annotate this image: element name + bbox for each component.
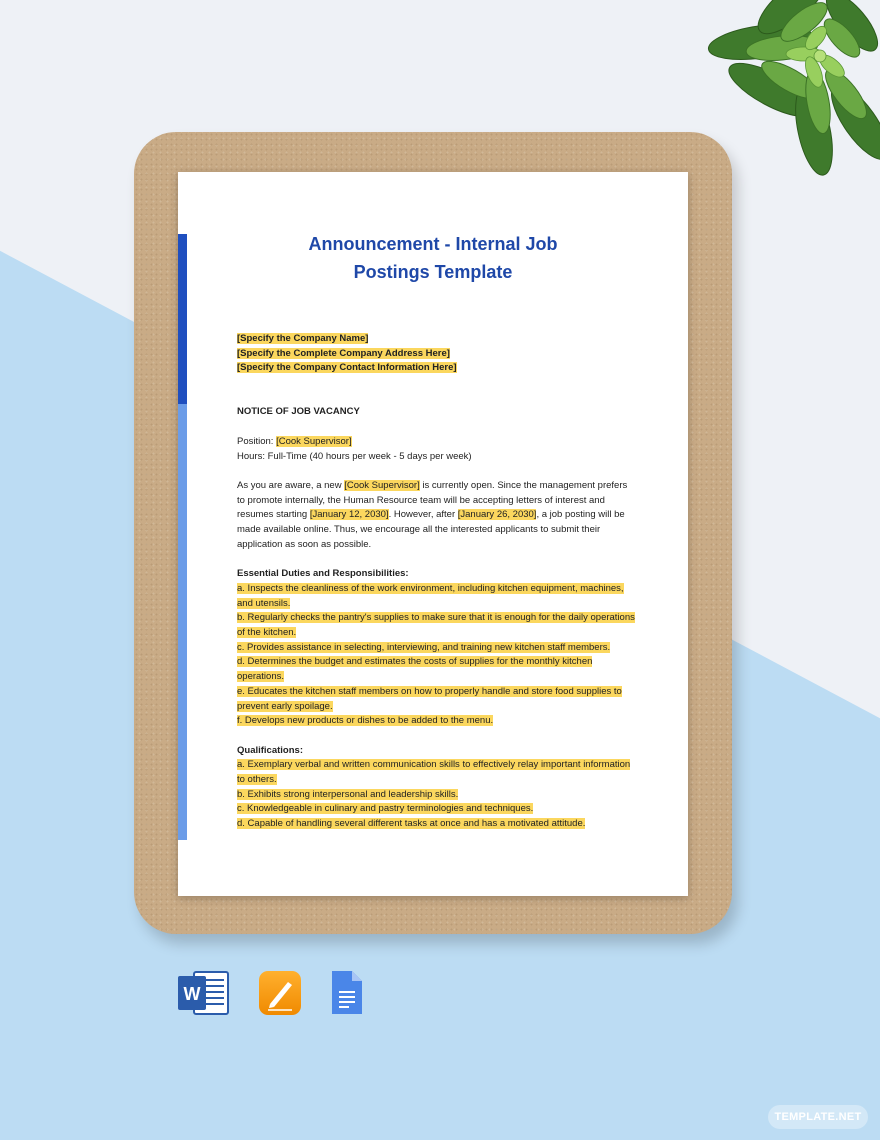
duty-text: f. Develops new products or dishes to be added to the menu. — [237, 715, 494, 727]
document-body — [237, 332, 637, 832]
duty-item — [237, 655, 637, 684]
intro-paragraph — [237, 479, 637, 553]
duty-text: a. Inspects the cleanliness of the work environment, including kitchen equipment, machines, and utensils. — [237, 582, 624, 609]
company-name-field: [Specify the Company Name] — [237, 333, 369, 344]
notice-heading: NOTICE OF JOB VACANCY — [237, 406, 360, 418]
duty-item — [237, 641, 637, 656]
qualification-text: b. Exhibits strong interpersonal and leadership skills. — [237, 788, 459, 800]
company-address-field: [Specify the Complete Company Address Here] — [237, 347, 450, 359]
qualification-text: c. Knowledgeable in culinary and pastry terminologies and techniques. — [237, 803, 534, 815]
intro-end-date-highlight: [January 26, 2030] — [457, 509, 537, 521]
intro-text-1: As you are aware, a new — [237, 479, 345, 491]
document-title — [178, 230, 688, 286]
intro-text-3: . However, after — [388, 509, 458, 521]
position-label: Position: — [237, 435, 277, 447]
duty-item — [237, 582, 637, 611]
qualification-text: a. Exemplary verbal and written communication skills to effectively relay important information to others. — [237, 759, 631, 785]
word-icon[interactable] — [178, 970, 230, 1016]
pages-icon[interactable] — [258, 970, 302, 1016]
position-value: [Cook Supervisor] — [276, 435, 352, 447]
qualification-item — [237, 802, 637, 817]
duty-item — [237, 685, 637, 714]
intro-text-2: is currently open. Since the management prefers to promote internally, the Human Resource team will be accepting letters of interest and resumes starting — [237, 479, 628, 521]
duty-item — [237, 611, 637, 640]
position-line — [237, 435, 637, 450]
qualification-item — [237, 817, 637, 832]
company-contact-field: [Specify the Company Contact Information Here] — [237, 362, 457, 374]
duty-text: c. Provides assistance in selecting, interviewing, and training new kitchen staff members. — [237, 641, 611, 653]
title-line-2: Postings Template — [353, 262, 513, 282]
watermark-badge: TEMPLATE.NET — [768, 1105, 868, 1129]
duty-item — [237, 714, 637, 729]
duties-heading: Essential Duties and Responsibilities: — [237, 568, 409, 580]
qualification-item — [237, 788, 637, 803]
qualification-text: d. Capable of handling several different tasks at once and has a motivated attitude. — [237, 818, 586, 830]
title-line-1: Announcement - Internal Job — [308, 234, 558, 254]
qualifications-heading: Qualifications: — [237, 744, 303, 756]
duty-text: e. Educates the kitchen staff members on how to properly handle and store food supplies to prevent early spoilage. — [237, 685, 622, 712]
accent-bar-light — [178, 404, 187, 840]
duty-text: d. Determines the budget and estimates the costs of supplies for the monthly kitchen operations. — [237, 656, 593, 683]
duty-text: b. Regularly checks the pantry's supplies to make sure that it is enough for the daily operations of the kitchen. — [237, 612, 635, 638]
intro-position-highlight: [Cook Supervisor] — [344, 479, 420, 491]
hours-line: Hours: Full-Time (40 hours per week - 5 days per week) — [237, 450, 472, 462]
document-page — [178, 172, 688, 896]
qualification-item — [237, 758, 637, 787]
svg-text:W: W — [183, 984, 201, 1004]
google-docs-icon[interactable] — [330, 970, 364, 1016]
intro-start-date-highlight: [January 12, 2030] — [309, 509, 389, 521]
intro-text-4: , a job posting will be made available online. Thus, we encourage all the interested applicants to submit their application as soon as possible. — [237, 509, 625, 550]
